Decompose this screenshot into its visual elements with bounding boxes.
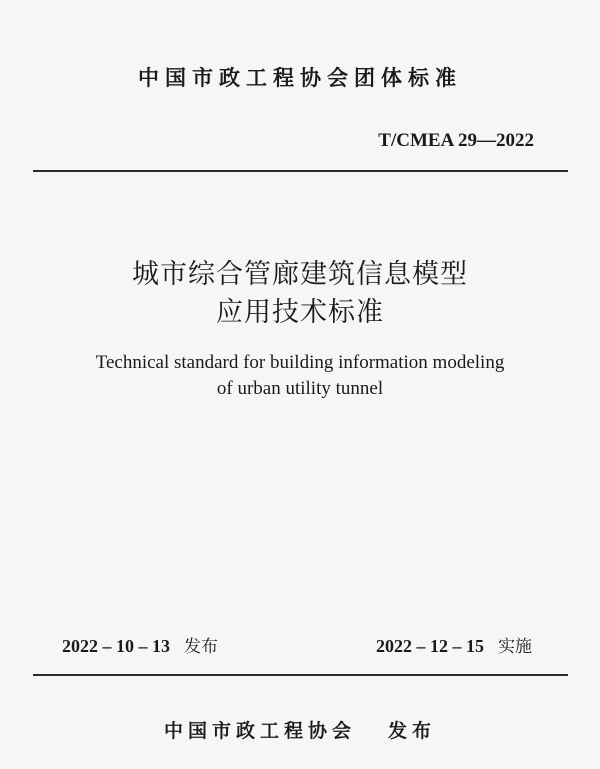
english-title-line-2: of urban utility tunnel bbox=[216, 378, 384, 399]
chinese-title-line-1: 城市综合管廊建筑信息模型 bbox=[132, 259, 468, 290]
bottom-divider bbox=[33, 674, 568, 676]
effective-date-block bbox=[376, 632, 532, 657]
chinese-title bbox=[0, 256, 600, 332]
top-divider bbox=[33, 170, 568, 172]
release-label: 发布 bbox=[184, 637, 218, 657]
dates-row bbox=[0, 632, 600, 660]
english-title bbox=[0, 350, 600, 402]
organization-standard-heading: 中国市政工程协会团体标准 bbox=[138, 66, 462, 90]
publish-label: 发布 bbox=[388, 720, 437, 742]
release-date: 2022 – 10 – 13 bbox=[62, 636, 170, 656]
standard-number: T/CMEA 29—2022 bbox=[378, 130, 534, 151]
chinese-title-line-2: 应用技术标准 bbox=[216, 297, 384, 328]
effective-label: 实施 bbox=[498, 637, 532, 657]
release-date-block bbox=[62, 632, 218, 657]
english-title-line-1: Technical standard for building information modeling bbox=[95, 352, 505, 373]
effective-date: 2022 – 12 – 15 bbox=[376, 636, 484, 656]
publisher-name: 中国市政工程协会 bbox=[164, 720, 357, 742]
